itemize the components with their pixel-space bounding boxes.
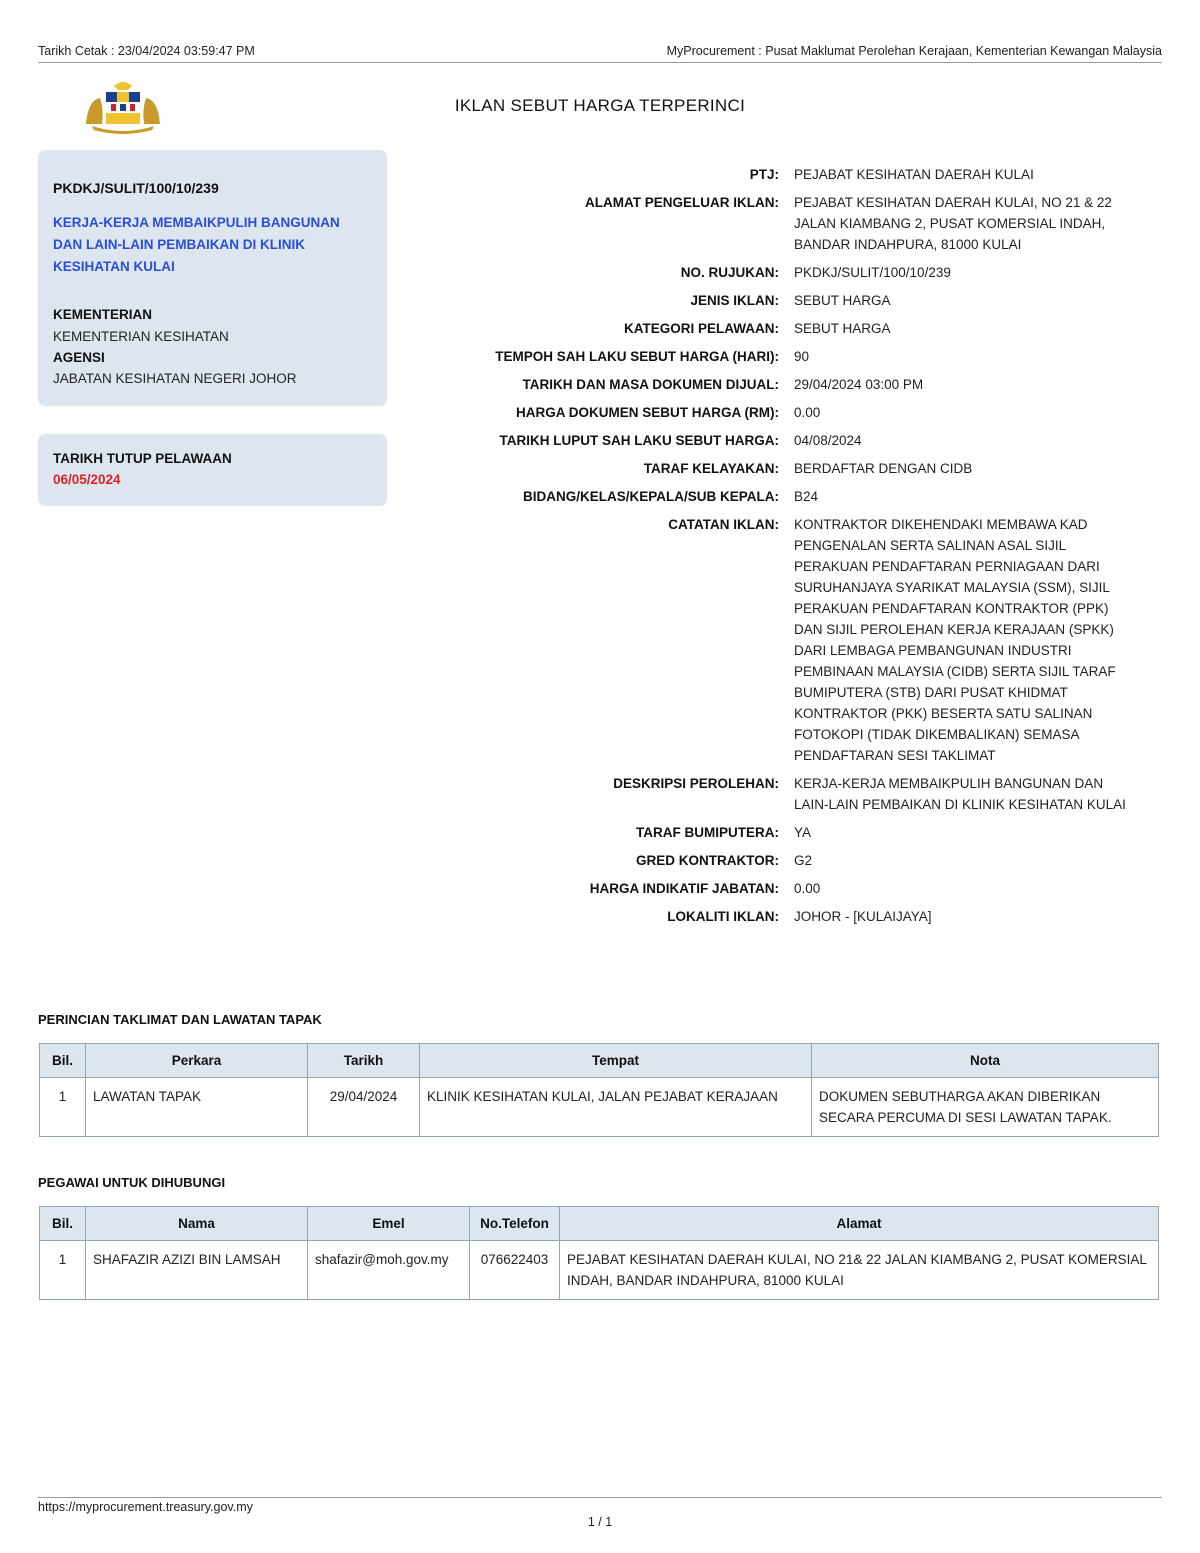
agency-value: JABATAN KESIHATAN NEGERI JOHOR <box>53 371 297 386</box>
document-title: IKLAN SEBUT HARGA TERPERINCI <box>454 96 746 115</box>
detail-label: TEMPOH SAH LAKU SEBUT HARGA (HARI): <box>495 349 779 364</box>
agency-label: AGENSI <box>53 350 105 365</box>
detail-label: TARIKH DAN MASA DOKUMEN DIJUAL: <box>522 377 779 392</box>
table-header-cell: Perkara <box>86 1044 308 1078</box>
detail-row <box>430 290 1140 311</box>
detail-label: GRED KONTRAKTOR: <box>636 853 779 868</box>
detail-row <box>430 346 1140 367</box>
detail-label: DESKRIPSI PEROLEHAN: <box>613 776 779 791</box>
detail-row <box>430 402 1140 423</box>
detail-label: LOKALITI IKLAN: <box>667 909 779 924</box>
table-cell: shafazir@moh.gov.my <box>308 1241 470 1300</box>
print-header <box>38 42 1162 63</box>
detail-value: B24 <box>794 489 819 504</box>
detail-value: BERDAFTAR DENGAN CIDB <box>794 461 973 476</box>
detail-value: 0.00 <box>794 881 821 896</box>
briefing-table <box>39 1043 1159 1137</box>
detail-value: PEJABAT KESIHATAN DAERAH KULAI <box>794 167 1034 182</box>
detail-value: 0.00 <box>794 405 821 420</box>
table-header-cell: Tempat <box>420 1044 812 1078</box>
footer-url-link[interactable]: https://myprocurement.treasury.gov.my <box>38 1500 253 1514</box>
detail-value: KONTRAKTOR DIKEHENDAKI MEMBAWA KAD PENGENALAN SERTA SALINAN ASAL SIJIL PERAKUAN PENDAFTARAN PERNIAGAAN DARI SURUHANJAYA SYARIKAT MALAYSIA (SSM), SIJIL PERAKUAN PENDAFTARAN KONTRAKTOR (PPK) DAN SIJIL PEROLEHAN KERJA KERAJAAN (SPKK) DARI LEMBAGA PEMBANGUNAN INDUSTRI PEMBINAAN MALAYSIA (CIDB) SERTA SIJIL TARAF BUMIPUTERA (STB) DARI PUSAT KHIDMAT KONTRAKTOR (PKK) BESERTA SATU SALINAN FOTOKOPI (TIDAK DIKEMBALIKAN) SEMASA PENDAFTARAN SESI TAKLIMAT <box>794 517 1116 763</box>
table-header-cell: Nota <box>812 1044 1159 1078</box>
table-cell: 076622403 <box>470 1241 560 1300</box>
detail-row <box>430 164 1140 185</box>
detail-row <box>430 878 1140 899</box>
table-row <box>40 1241 1159 1300</box>
detail-list <box>430 164 1140 934</box>
briefing-section-title: PERINCIAN TAKLIMAT DAN LAWATAN TAPAK <box>38 1012 322 1027</box>
page-number: 1 / 1 <box>587 1515 613 1529</box>
summary-card <box>38 150 387 406</box>
detail-value: G2 <box>794 853 813 868</box>
table-cell: 1 <box>40 1241 86 1300</box>
tender-title-link[interactable]: KERJA-KERJA MEMBAIKPULIH BANGUNAN DAN LAIN-LAIN PEMBAIKAN DI KLINIK KESIHATAN KULAI <box>53 215 340 274</box>
detail-label: BIDANG/KELAS/KEPALA/SUB KEPALA: <box>522 489 779 504</box>
detail-row <box>430 514 1140 766</box>
detail-label: TARAF BUMIPUTERA: <box>636 825 779 840</box>
detail-row <box>430 318 1140 339</box>
detail-row <box>430 486 1140 507</box>
table-cell: 29/04/2024 <box>308 1078 420 1137</box>
detail-label: KATEGORI PELAWAAN: <box>624 321 779 336</box>
ministry-value: KEMENTERIAN KESIHATAN <box>53 329 229 344</box>
detail-value: PEJABAT KESIHATAN DAERAH KULAI, NO 21 & 22 JALAN KIAMBANG 2, PUSAT KOMERSIAL INDAH, BANDAR INDAHPURA, 81000 KULAI <box>794 195 1112 252</box>
detail-row <box>430 773 1140 815</box>
ministry-label: KEMENTERIAN <box>53 307 153 322</box>
detail-label: ALAMAT PENGELUAR IKLAN: <box>585 195 779 210</box>
detail-row <box>430 430 1140 451</box>
detail-row <box>430 822 1140 843</box>
site-title: MyProcurement : Pusat Maklumat Perolehan Kerajaan, Kementerian Kewangan Malaysia <box>666 44 1162 58</box>
detail-label: JENIS IKLAN: <box>690 293 779 308</box>
detail-value: 04/08/2024 <box>794 433 862 448</box>
detail-value: KERJA-KERJA MEMBAIKPULIH BANGUNAN DAN LAIN-LAIN PEMBAIKAN DI KLINIK KESIHATAN KULAI <box>794 776 1126 812</box>
print-date: Tarikh Cetak : 23/04/2024 03:59:47 PM <box>38 44 255 58</box>
detail-label: PTJ: <box>749 167 779 182</box>
table-cell: KLINIK KESIHATAN KULAI, JALAN PEJABAT KERAJAAN <box>420 1078 812 1137</box>
detail-row <box>430 906 1140 927</box>
closing-date: 06/05/2024 <box>53 472 121 487</box>
detail-row <box>430 458 1140 479</box>
detail-value: YA <box>794 825 812 840</box>
detail-label: TARAF KELAYAKAN: <box>643 461 779 476</box>
detail-row <box>430 850 1140 871</box>
detail-label: HARGA INDIKATIF JABATAN: <box>589 881 779 896</box>
table-cell: DOKUMEN SEBUTHARGA AKAN DIBERIKAN SECARA PERCUMA DI SESI LAWATAN TAPAK. <box>812 1078 1159 1137</box>
detail-value: PKDKJ/SULIT/100/10/239 <box>794 265 951 280</box>
detail-value: JOHOR - [KULAIJAYA] <box>794 909 932 924</box>
table-cell: PEJABAT KESIHATAN DAERAH KULAI, NO 21& 22 JALAN KIAMBANG 2, PUSAT KOMERSIAL INDAH, BANDAR INDAHPURA, 81000 KULAI <box>560 1241 1159 1300</box>
contacts-section-title: PEGAWAI UNTUK DIHUBUNGI <box>38 1175 226 1190</box>
detail-value: SEBUT HARGA <box>794 321 891 336</box>
detail-label: TARIKH LUPUT SAH LAKU SEBUT HARGA: <box>499 433 779 448</box>
detail-row <box>430 262 1140 283</box>
contacts-table <box>39 1206 1159 1300</box>
detail-label: NO. RUJUKAN: <box>680 265 779 280</box>
table-cell: 1 <box>40 1078 86 1137</box>
table-header-cell: Bil. <box>40 1044 86 1078</box>
table-row <box>40 1078 1159 1137</box>
detail-label: HARGA DOKUMEN SEBUT HARGA (RM): <box>516 405 779 420</box>
table-header-cell: Bil. <box>40 1207 86 1241</box>
detail-value: SEBUT HARGA <box>794 293 891 308</box>
table-cell: LAWATAN TAPAK <box>86 1078 308 1137</box>
table-cell: SHAFAZIR AZIZI BIN LAMSAH <box>86 1241 308 1300</box>
table-header-cell: Tarikh <box>308 1044 420 1078</box>
summary-reference: PKDKJ/SULIT/100/10/239 <box>53 180 219 196</box>
detail-value: 90 <box>794 349 810 364</box>
footer-divider <box>38 1497 1162 1498</box>
closing-date-card <box>38 434 387 506</box>
closing-date-label: TARIKH TUTUP PELAWAAN <box>53 451 232 466</box>
detail-row <box>430 374 1140 395</box>
detail-value: 29/04/2024 03:00 PM <box>794 377 924 392</box>
detail-row <box>430 192 1140 255</box>
table-header-cell: Nama <box>86 1207 308 1241</box>
detail-label: CATATAN IKLAN: <box>668 517 779 532</box>
table-header-cell: No.Telefon <box>470 1207 560 1241</box>
table-header-cell: Alamat <box>560 1207 1159 1241</box>
table-header-cell: Emel <box>308 1207 470 1241</box>
